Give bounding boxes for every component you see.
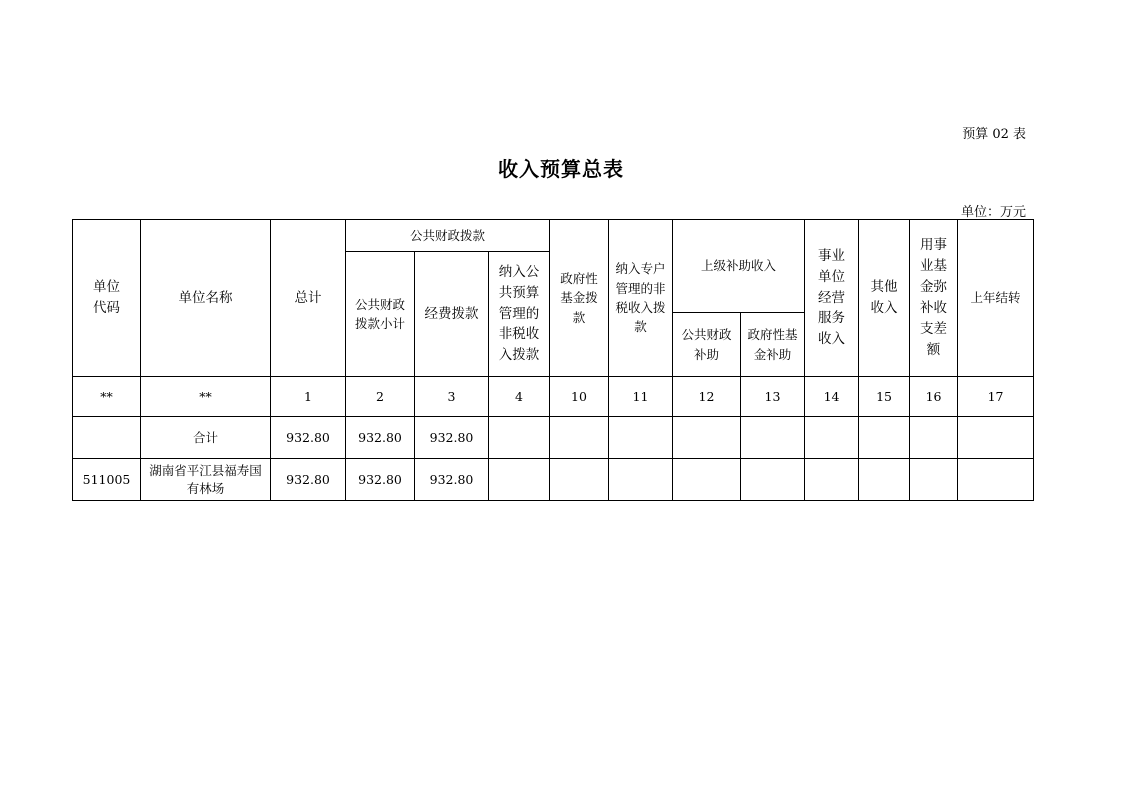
unit-name-cell: 湖南省平江县福寿国有林场 (141, 459, 271, 501)
header-operating-funds: 经费拨款 (415, 252, 489, 377)
empty-cell (489, 417, 550, 459)
empty-cell (609, 459, 673, 501)
empty-cell (859, 417, 910, 459)
empty-cell (958, 417, 1034, 459)
empty-cell (910, 459, 958, 501)
subtotal-cell: 932.80 (346, 459, 415, 501)
page-title: 收入预算总表 (498, 157, 624, 181)
unit-code-cell: 511005 (73, 459, 141, 501)
empty-cell (550, 459, 609, 501)
index-cell: 2 (346, 377, 415, 417)
unit-code-cell (73, 417, 141, 459)
header-public-finance-subtotal: 公共财政拨款小计 (346, 252, 415, 377)
empty-cell (489, 459, 550, 501)
empty-cell (859, 459, 910, 501)
index-cell: ** (73, 377, 141, 417)
index-cell: 15 (859, 377, 910, 417)
form-number: 预算 02 表 (962, 127, 1026, 142)
index-cell: 14 (805, 377, 859, 417)
income-budget-table (72, 219, 1034, 501)
empty-cell (673, 417, 741, 459)
funds-cell: 932.80 (415, 417, 489, 459)
funds-cell: 932.80 (415, 459, 489, 501)
header-total: 总计 (271, 220, 346, 377)
index-cell: 13 (741, 377, 805, 417)
index-cell: 12 (673, 377, 741, 417)
header-other-income: 其他收入 (859, 220, 910, 377)
index-row (73, 377, 1034, 417)
index-cell: ** (141, 377, 271, 417)
header-fund-makeup: 用事业基金弥补收支差额 (910, 220, 958, 377)
index-cell: 1 (271, 377, 346, 417)
empty-cell (805, 459, 859, 501)
empty-cell (673, 459, 741, 501)
subtotal-cell: 932.80 (346, 417, 415, 459)
unit-name-cell: 合计 (141, 417, 271, 459)
header-unit-code: 单位代码 (73, 220, 141, 377)
table-row-total (73, 417, 1034, 459)
header-superior-gov-fund: 政府性基金补助 (741, 313, 805, 377)
header-gov-fund: 政府性基金拨款 (550, 220, 609, 377)
header-superior-public-finance: 公共财政补助 (673, 313, 741, 377)
empty-cell (910, 417, 958, 459)
header-carryover: 上年结转 (958, 220, 1034, 377)
index-cell: 16 (910, 377, 958, 417)
index-cell: 10 (550, 377, 609, 417)
index-cell: 11 (609, 377, 673, 417)
header-superior-subsidy: 上级补助收入 (673, 220, 805, 313)
empty-cell (741, 417, 805, 459)
header-business-income: 事业单位经营服务收入 (805, 220, 859, 377)
table-row (73, 459, 1034, 501)
empty-cell (805, 417, 859, 459)
index-cell: 17 (958, 377, 1034, 417)
header-nontax-special: 纳入专户管理的非税收入拨款 (609, 220, 673, 377)
index-cell: 3 (415, 377, 489, 417)
empty-cell (741, 459, 805, 501)
empty-cell (609, 417, 673, 459)
total-cell: 932.80 (271, 459, 346, 501)
empty-cell (550, 417, 609, 459)
total-cell: 932.80 (271, 417, 346, 459)
header-unit-name: 单位名称 (141, 220, 271, 377)
empty-cell (958, 459, 1034, 501)
unit-label: 单位：万元 (960, 205, 1026, 220)
header-nontax-public-budget: 纳入公共预算管理的非税收入拨款 (489, 252, 550, 377)
header-public-finance: 公共财政拨款 (346, 220, 550, 252)
index-cell: 4 (489, 377, 550, 417)
